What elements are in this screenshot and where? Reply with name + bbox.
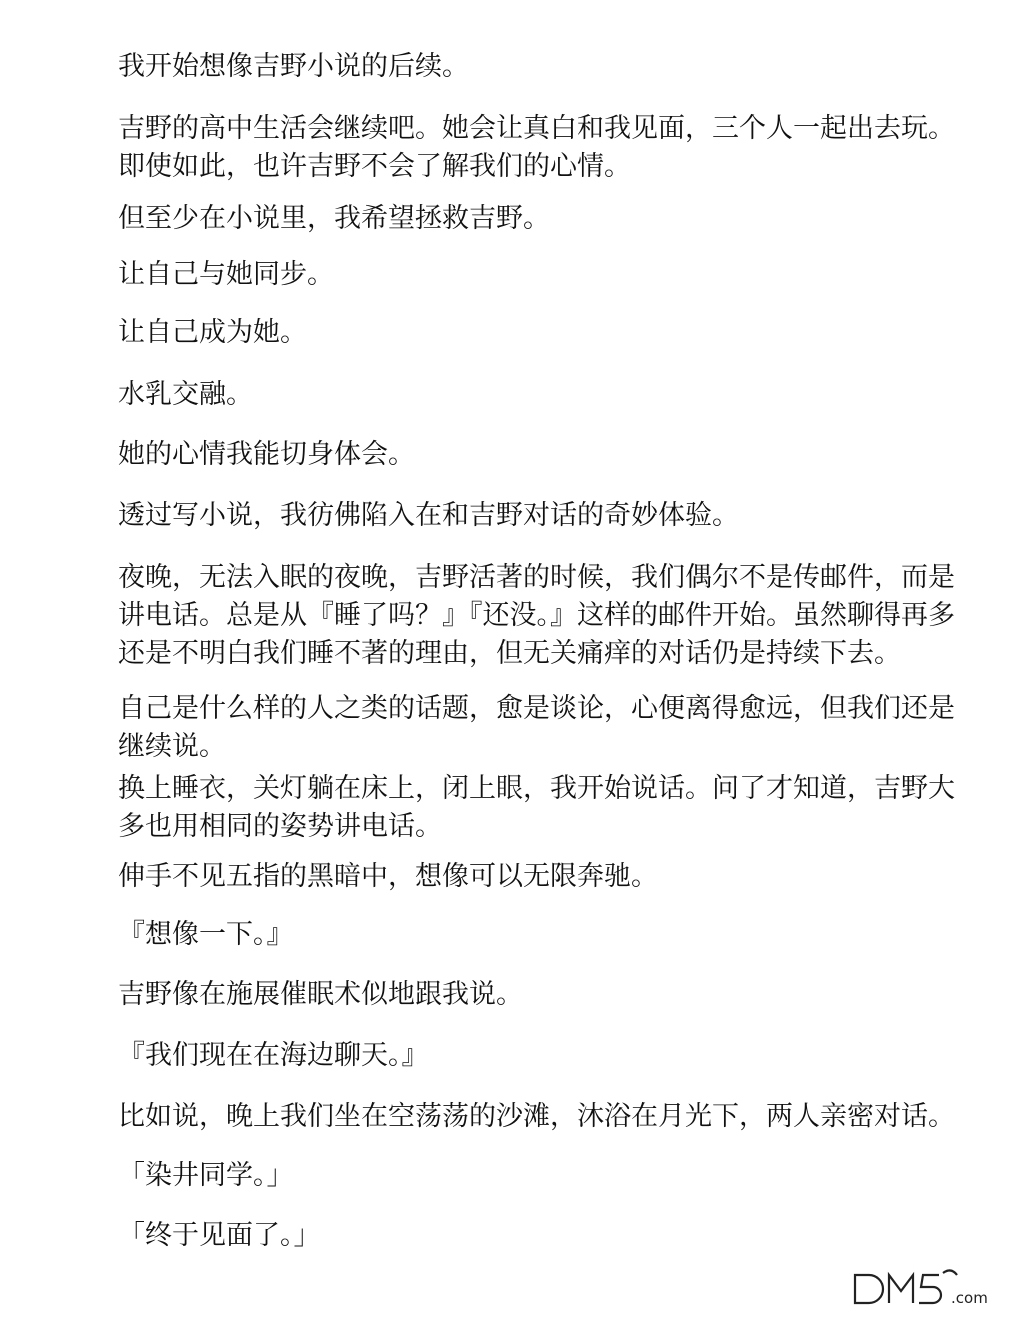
paragraph-16: 比如说，晚上我们坐在空荡荡的沙滩，沐浴在月光下，两人亲密对话。 (118, 1101, 955, 1132)
paragraph-13: 『想像一下。』 (118, 919, 294, 950)
dm5-logo-suffix: .com (951, 1289, 988, 1307)
paragraph-1: 我开始想像吉野小说的后续。 (118, 51, 469, 82)
paragraph-11: 换上睡衣，关灯躺在床上，闭上眼，我开始说话。问了才知道，吉野大多也用相同的姿势讲电话。 (118, 773, 955, 842)
dm5-logo (847, 1267, 1007, 1311)
paragraph-10: 自己是什么样的人之类的话题，愈是谈论，心便离得愈远，但我们还是继续说。 (118, 693, 955, 762)
paragraph-8: 透过写小说，我彷佛陷入在和吉野对话的奇妙体验。 (118, 500, 739, 531)
paragraph-5: 让自己成为她。 (118, 317, 307, 348)
paragraph-17: 「染井同学。」 (118, 1160, 294, 1191)
paragraph-14: 吉野像在施展催眠术似地跟我说。 (118, 979, 523, 1010)
paragraph-12: 伸手不见五指的黑暗中，想像可以无限奔驰。 (118, 861, 658, 892)
paragraph-3: 但至少在小说里，我希望拯救吉野。 (118, 203, 550, 234)
paragraph-9: 夜晚，无法入眠的夜晚，吉野活著的时候，我们偶尔不是传邮件，而是讲电话。总是从『睡了吗？』『还没。』这样的邮件开始。虽然聊得再多还是不明白我们睡不著的理由，但无关痛痒的对话仍是持续下去。 (118, 562, 955, 669)
paragraph-15: 『我们现在在海边聊天。』 (118, 1040, 429, 1071)
paragraph-2: 吉野的高中生活会继续吧。她会让真白和我见面，三个人一起出去玩。即使如此，也许吉野不会了解我们的心情。 (118, 113, 955, 182)
paragraph-18: 「终于见面了。」 (118, 1220, 321, 1251)
paragraph-6: 水乳交融。 (118, 379, 253, 410)
paragraph-4: 让自己与她同步。 (118, 259, 334, 290)
paragraph-7: 她的心情我能切身体会。 (118, 439, 415, 470)
